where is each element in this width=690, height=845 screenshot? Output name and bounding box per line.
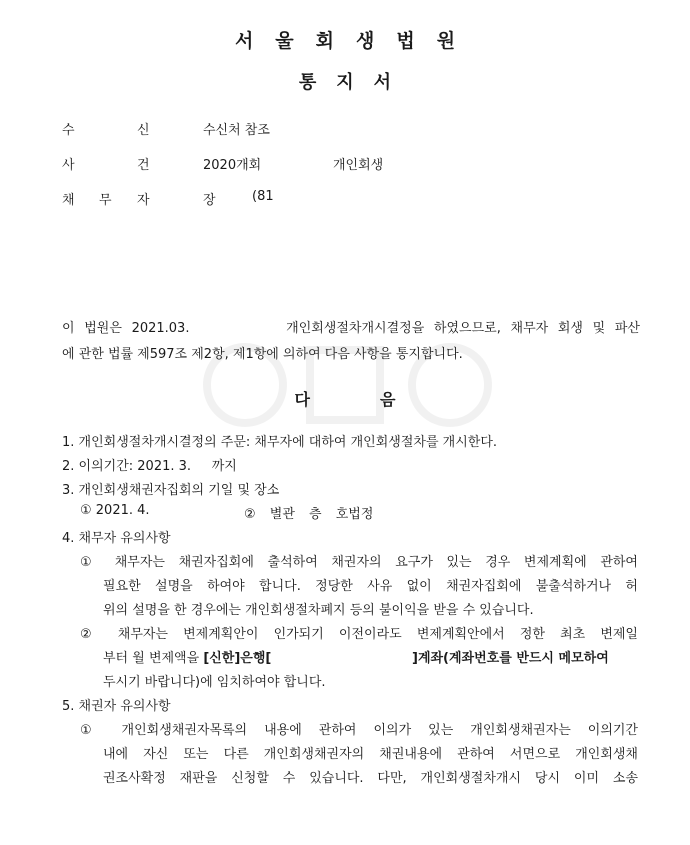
intro-line-1: 이 법원은 2021.03. 개인회생절차개시결정을 하였으므로, 채무자 회생 및 파산 [62, 321, 640, 336]
recipient-label-char: 수 [62, 123, 75, 138]
item-1: 1. 개인회생절차개시결정의 주문: 채무자에 대하여 개인회생절차를 개시한다. [62, 435, 498, 450]
item-4-2-line-3: 두시기 바랍니다)에 임치하여야 합니다. [103, 675, 326, 690]
item-5: 5. 채권자 유의사항 [62, 699, 171, 714]
debtor-label-char: 무 [99, 193, 112, 208]
item-4-2-line-1: ② 채무자는 변제계획안이 인가되기 이전이라도 변제계획안에서 정한 최초 변제일 [80, 627, 638, 642]
recipient-value: 수신처 참조 [203, 123, 270, 138]
item-4: 4. 채무자 유의사항 [62, 531, 171, 546]
debtor-id: (81 [252, 189, 274, 204]
recipient-label-char: 신 [137, 123, 150, 138]
intro-line-2: 에 관한 법률 제597조 제2항, 제1항에 의하여 다음 사항을 통지합니다. [62, 347, 463, 362]
item-5-1-line-3: 권조사확정 재판을 신청할 수 있습니다. 다만, 개인회생절차개시 당시 이미 소송 [103, 771, 638, 786]
section-heading: 다음 [294, 390, 466, 409]
item-4-2-line-2a: 부터 월 변제액을 [신한]은행[ [103, 651, 272, 666]
case-label-char: 건 [137, 158, 150, 173]
item-4-1-line-2: 필요한 설명을 하여야 합니다. 정당한 사유 없이 채권자집회에 불출석하거나 허 [103, 579, 638, 594]
debtor-label-char: 자 [137, 193, 150, 208]
case-number: 2020개회 [203, 158, 262, 173]
item-5-1-line-2: 내에 자신 또는 다른 개인회생채권자의 채권내용에 관하여 서면으로 개인회생채 [103, 747, 638, 762]
item-5-1-line-1: ① 개인회생채권자목록의 내용에 관하여 이의가 있는 개인회생채권자는 이의기간 [80, 723, 638, 738]
item-4-1-line-1: ① 채무자는 채권자집회에 출석하여 채권자의 요구가 있는 경우 변제계획에 관하여 [80, 555, 638, 570]
case-label-char: 사 [62, 158, 75, 173]
item-3: 3. 개인회생채권자집회의 기일 및 장소 [62, 483, 280, 498]
item-4-2-line-2b: ]계좌(계좌번호를 반드시 메모하여 [412, 651, 609, 666]
item-3-location: ② 별관 층 호법정 [244, 507, 374, 522]
court-name: 서울회생법원 [234, 30, 478, 52]
item-3-date: ① 2021. 4. [80, 503, 150, 518]
document-title: 통지서 [298, 72, 412, 93]
case-type: 개인회생 [333, 158, 384, 173]
item-4-1-line-3: 위의 설명을 한 경우에는 개인회생절차폐지 등의 불이익을 받을 수 있습니다. [103, 603, 534, 618]
item-2: 2. 이의기간: 2021. 3. 까지 [62, 459, 237, 474]
debtor-label-char: 채 [62, 193, 75, 208]
debtor-name: 장 [203, 193, 216, 208]
